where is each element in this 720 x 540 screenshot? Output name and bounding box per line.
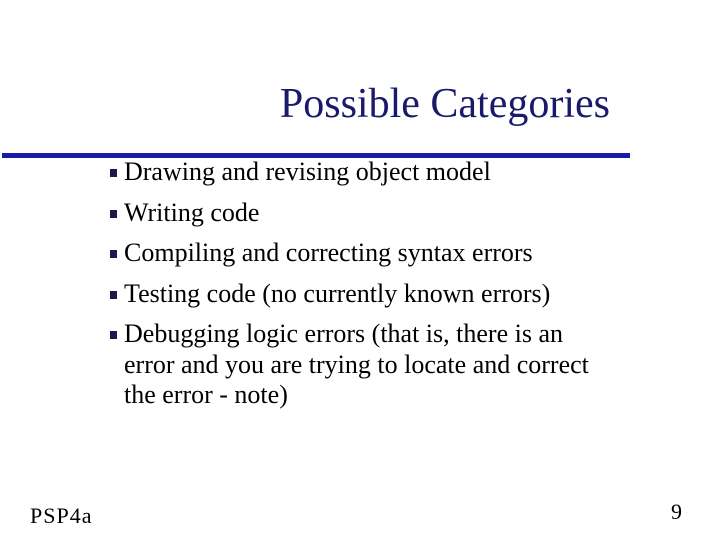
square-bullet-icon xyxy=(110,250,117,258)
footer-label: PSP4a xyxy=(30,503,93,528)
square-bullet-icon xyxy=(110,291,117,299)
slide-title: Possible Categories xyxy=(279,81,610,127)
bullet-item xyxy=(94,319,594,411)
bullet-item xyxy=(94,198,594,229)
bullet-text: Compiling and correcting syntax errors xyxy=(124,238,533,267)
bullet-text: Writing code xyxy=(124,197,260,227)
bullet-item xyxy=(94,238,594,269)
square-bullet-icon xyxy=(110,331,117,339)
bullet-item xyxy=(94,279,594,310)
bullet-text: Debugging logic errors (that is, there is an error and you are trying to locate and correct the error - note) xyxy=(124,319,589,409)
bullet-text: Testing code (no currently known errors) xyxy=(124,278,551,308)
bullet-list xyxy=(94,157,594,421)
square-bullet-icon xyxy=(110,169,117,177)
page-number: 9 xyxy=(671,499,682,524)
bullet-item xyxy=(94,157,594,188)
bullet-text: Drawing and revising object model xyxy=(124,157,491,186)
square-bullet-icon xyxy=(110,210,117,218)
